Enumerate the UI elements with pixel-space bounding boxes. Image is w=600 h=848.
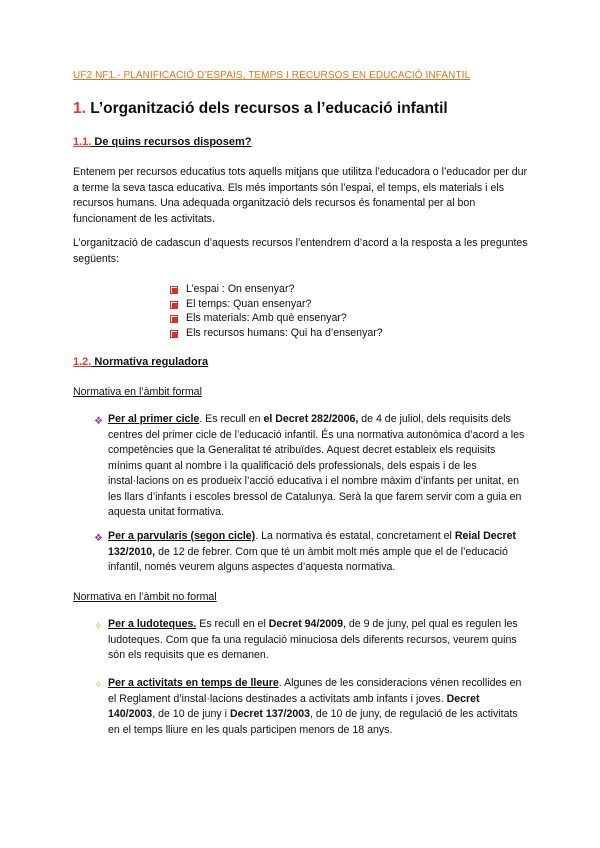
diamond-bullet-icon: ✧ [94,621,103,632]
questions-list [170,282,383,340]
list-item: L’espai : On ensenyar? [170,282,383,297]
formal-subheading: Normativa en l’àmbit formal [73,386,202,398]
lleure-item: ✧ Per a activitats en temps de lleure. Algunes de les consideracions vénen recollides en el Reglament d’instal·lacions destinades a activitats amb infants i joves. Decret 140/2003, de 10 de juny i Decret 137/2003, de 10 de juny, de regulació de les activitats en el temps lliure en les quals participen menors de 18 anys. [94,677,522,736]
intro-paragraph: Entenem per recursos educatius tots aquells mitjans que utilitza l’educadora o l’educador per dur a terme la seva tasca educativa. Els més importants són l’espai, el temps, els materials i els recursos humans. Una adequada organització dels recursos és fonamental per al bon funcionament de les activitats. [73,166,528,225]
ludoteques-item: ✧ Per a ludoteques. Es recull en el Decret 94/2009, de 9 de juny, pel qual es regulen les ludoteques. Com que fa una regulació minuciosa dels diferents recursos, veurem quins són els requisits que es demanen. [94,618,518,661]
list-item: Els materials: Amb què ensenyar? [170,311,383,326]
organization-paragraph: L’organització de cadascun d’aquests recursos l’entendrem d’acord a la resposta a les preguntes següents: [73,237,528,265]
checkbox-bullet-icon [170,285,178,293]
checkbox-bullet-icon [170,300,178,308]
list-item: El temps: Quan ensenyar? [170,297,383,312]
section-text: De quins recursos disposem? [91,136,252,148]
checkbox-bullet-icon [170,329,178,337]
diamond-bullet-icon: ❖ [94,416,103,427]
nonformal-subheading: Normativa en l’àmbit no formal [73,591,217,603]
second-cycle-item: ❖ Per a parvularis (segon cicle). La normativa és estatal, concretament el Reial Decret 132/2010, de 12 de febrer. Com que té un àmbit molt més ample que el de l’educació infantil, només veurem alguns aspectes d’aquesta normativa. [94,530,517,573]
title-number: 1. [73,100,86,117]
section-heading-1-1 [73,136,252,148]
first-cycle-item: ❖ Per al primer cicle. Es recull en el Decret 282/2006, de 4 de juliol, dels requisits dels centres del primer cicle de l’educació infantil. És una normativa autonòmica d’acord a les competències que la Generalitat té atribuïdes. Aquest decret estableix els requisits mínims quant al nombre i la qualificació dels professionals, dels espais i de les instal·lacions on es produeix l’acció educativa i el nombre màxim d’infants per unitat, en les llars d’infants i escoles bressol de Catalunya. Serà la que farem servir com a guia en aquesta unitat formativa. [94,413,525,518]
title-text: L’organització dels recursos a l’educació infantil [85,100,448,117]
section-text: Normativa reguladora [91,356,209,368]
diamond-bullet-icon: ✧ [94,680,103,691]
list-item: Els recursos humans: Qui ha d’ensenyar? [170,326,383,341]
checkbox-bullet-icon [170,314,178,322]
document-header: UF2 NF1.- PLANIFICACIÓ D’ESPAIS, TEMPS I RECURSOS EN EDUCACIÓ INFANTIL [73,70,471,81]
section-heading-1-2 [73,356,208,368]
section-number: 1.2. [73,356,92,368]
section-number: 1.1. [73,136,92,148]
diamond-bullet-icon: ❖ [94,533,103,544]
page-title [73,100,448,118]
